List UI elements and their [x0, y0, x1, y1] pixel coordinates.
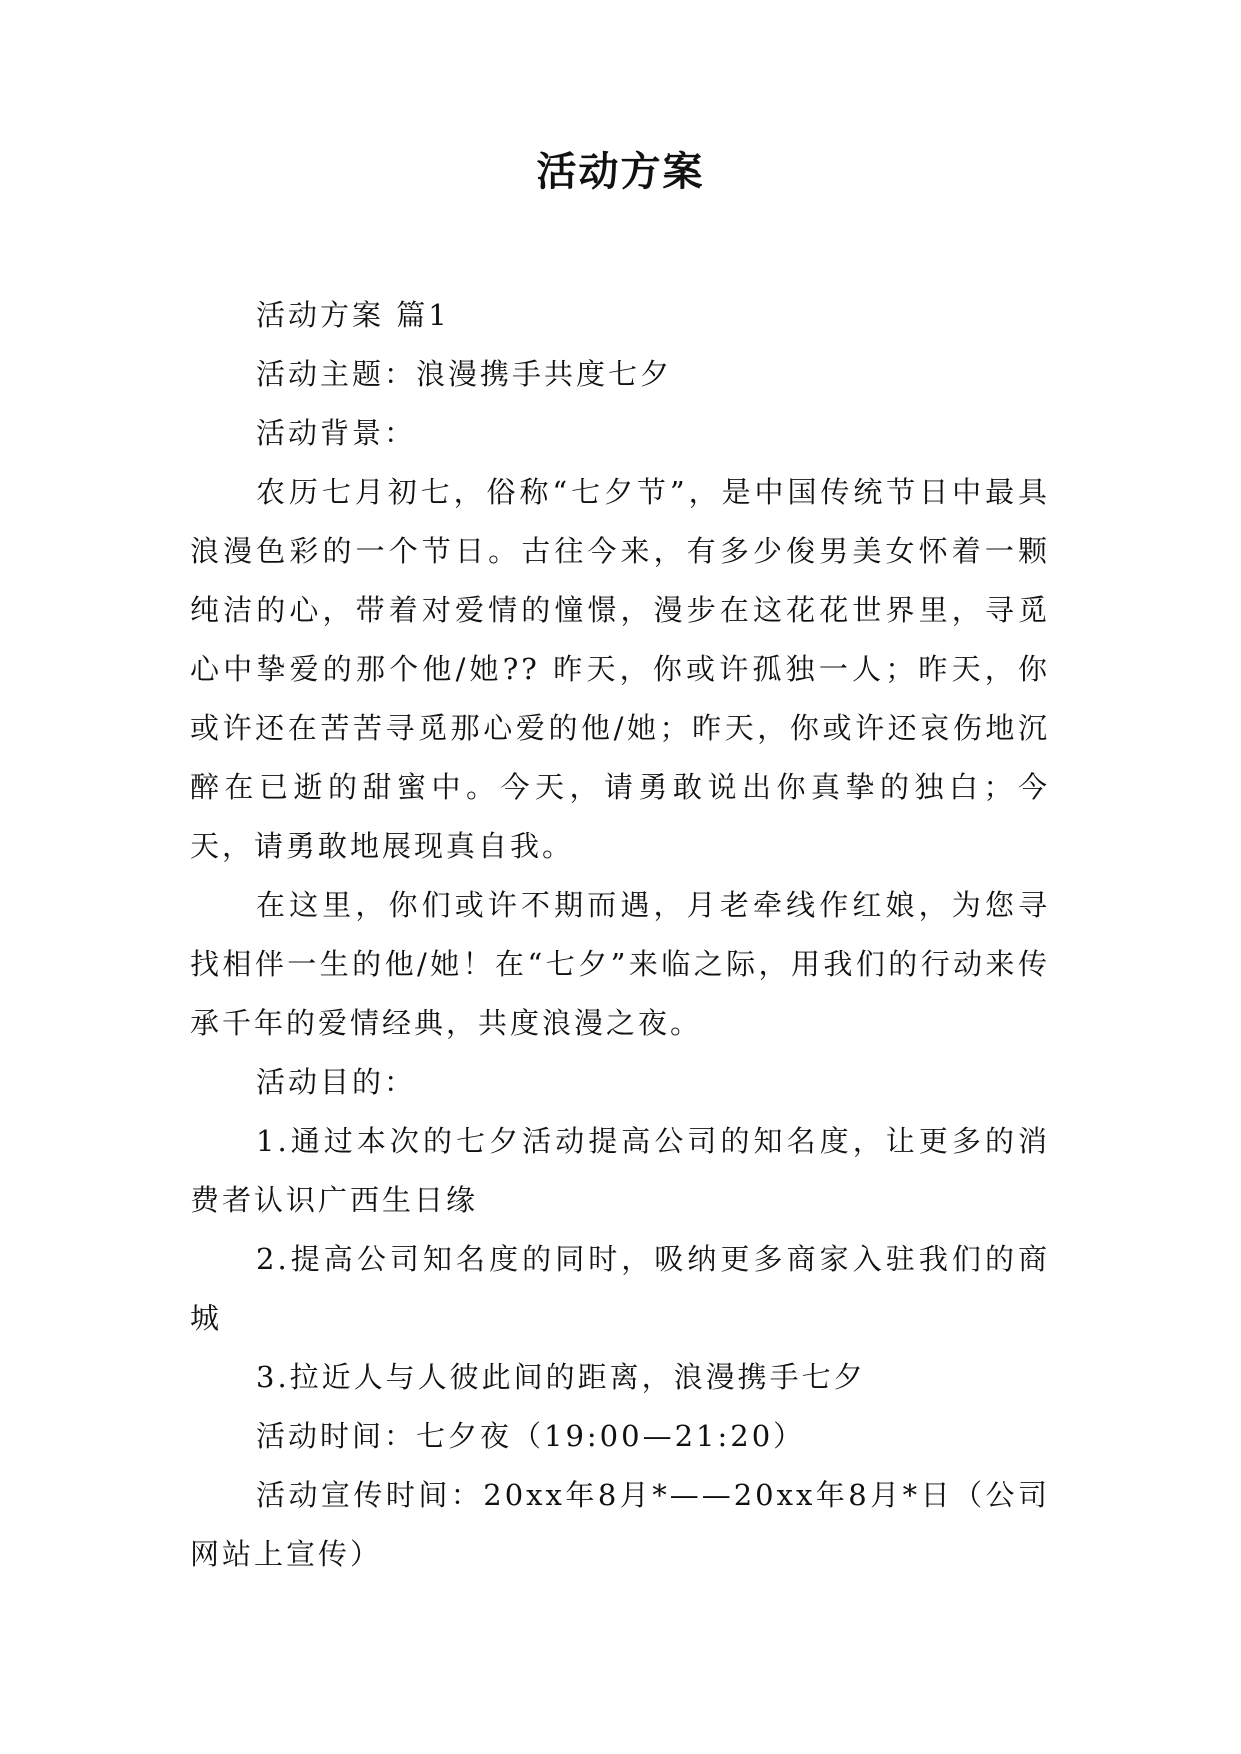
activity-time: 活动时间：七夕夜（19:00—21:20）	[256, 1419, 806, 1453]
purpose-item-1: 1.通过本次的七夕活动提高公司的知名度，让更多的消费者认识广西生日缘	[190, 1124, 1050, 1217]
background-heading: 活动背景：	[256, 416, 417, 450]
purpose-heading: 活动目的：	[256, 1065, 417, 1099]
document-body	[190, 286, 1050, 1584]
background-paragraph-2: 在这里，你们或许不期而遇，月老牵线作红娘，为您寻找相伴一生的他/她！在“七夕”来临之际，用我们的行动来传承千年的爱情经典，共度浪漫之夜。	[190, 888, 1050, 1040]
document-title: 活动方案	[536, 148, 705, 195]
activity-theme: 活动主题：浪漫携手共度七夕	[256, 357, 673, 391]
promotion-time: 活动宣传时间：20xx年8月*——20xx年8月*日（公司网站上宣传）	[190, 1478, 1050, 1571]
purpose-item-2: 2.提高公司知名度的同时，吸纳更多商家入驻我们的商城	[190, 1242, 1050, 1335]
background-paragraph-1: 农历七月初七，俗称“七夕节”，是中国传统节日中最具浪漫色彩的一个节日。古往今来，有多少俊男美女怀着一颗纯洁的心，带着对爱情的憧憬，漫步在这花花世界里，寻觅心中挚爱的那个他/她?? 昨天，你或许孤独一人；昨天，你或许还在苦苦寻觅那心爱的他/她；昨天，你或许还哀伤地沉醉在已逝的甜蜜中。今天，请勇敢说出你真挚的独白；今天，请勇敢地展现真自我。	[190, 475, 1050, 863]
purpose-item-3: 3.拉近人与人彼此间的距离，浪漫携手七夕	[256, 1360, 866, 1394]
section-heading: 活动方案 篇1	[256, 298, 450, 332]
